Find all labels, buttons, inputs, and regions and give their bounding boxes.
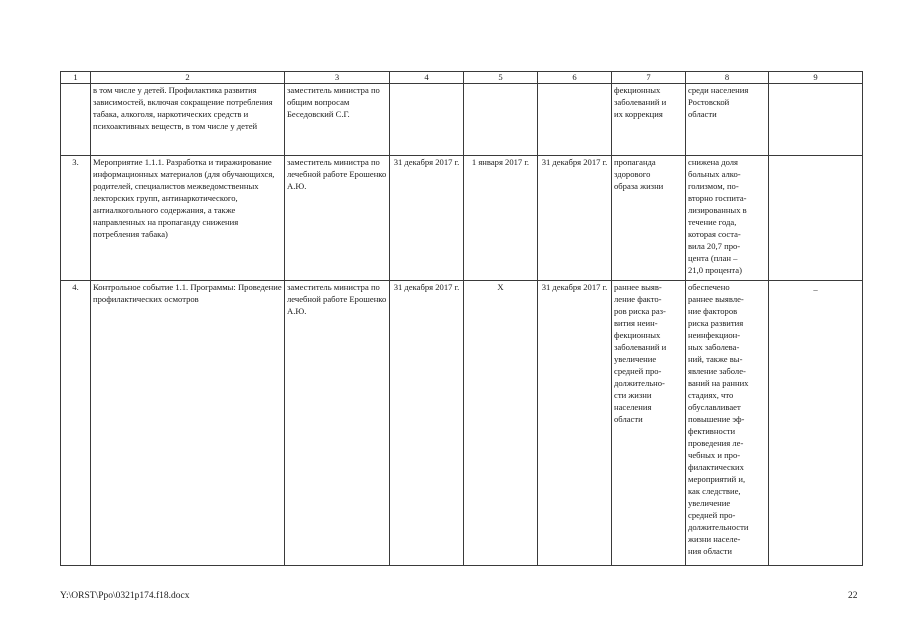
start-date-cell [464, 84, 538, 156]
header-row [61, 72, 863, 84]
row-number-cell [61, 84, 91, 156]
row-number-cell: 4. [61, 281, 91, 566]
expected-result-cell: фекционных заболеваний и их коррекция [612, 84, 686, 156]
header-cell: 2 [91, 72, 285, 84]
header-cell: 3 [285, 72, 390, 84]
responsible-cell: заместитель министра по общим вопросам Беседовский С.Г. [285, 84, 390, 156]
start-date-cell: 1 января 2017 г. [464, 156, 538, 281]
reason-cell [769, 84, 863, 156]
planned-date-cell [390, 84, 464, 156]
header-cell: 4 [390, 72, 464, 84]
header-cell: 6 [538, 72, 612, 84]
table-row [61, 156, 863, 281]
page-number: 22 [848, 591, 858, 601]
planned-date-cell: 31 декабря 2017 г. [390, 156, 464, 281]
row-number-cell: 3. [61, 156, 91, 281]
header-cell: 7 [612, 72, 686, 84]
header-cell: 9 [769, 72, 863, 84]
expected-result-cell: раннее выяв- ление факто- ров риска раз- вития неин- фекционных заболеваний и увеличение средней про- должительно- сти жизни населения области [612, 281, 686, 566]
file-path-footer: Y:\ORST\Ppo\0321p174.f18.docx [60, 591, 190, 601]
plan-table [60, 71, 863, 566]
table-row [61, 281, 863, 566]
header-cell: 8 [686, 72, 769, 84]
table-row [61, 84, 863, 156]
actual-result-cell: обеспечено раннее выявле- ние факторов риска развития неинфекцион- ных заболева- ний, также вы- явление заболе- ваний на ранних стадиях, что обуславливает повышение эф- фективности проведения ле- чебных и про- филактических мероприятий и, как следствие, увеличение средней про- должительности жизни населе- ния области [686, 281, 769, 566]
responsible-cell: заместитель министра по лечебной работе Ерошенко А.Ю. [285, 281, 390, 566]
responsible-cell: заместитель министра по лечебной работе Ерошенко А.Ю. [285, 156, 390, 281]
reason-cell: _ [769, 281, 863, 566]
header-cell: 5 [464, 72, 538, 84]
header-cell: 1 [61, 72, 91, 84]
activity-cell: Контрольное событие 1.1. Программы: Проведение профилактических осмотров [91, 281, 285, 566]
reason-cell [769, 156, 863, 281]
expected-result-cell: пропаганда здорового образа жизни [612, 156, 686, 281]
activity-cell: в том числе у детей. Профилактика развития зависимостей, включая сокращение потребления табака, алкоголя, наркотических средств и психоактивных веществ, в том числе у детей [91, 84, 285, 156]
planned-date-cell: 31 декабря 2017 г. [390, 281, 464, 566]
activity-cell: Мероприятие 1.1.1. Разработка и тиражирование информационных материалов (для обучающихся, родителей, специалистов межведомственных лекторских групп, антинаркотического, антиалкогольного содержания, а также направленных на пропаганду снижения потребления табака) [91, 156, 285, 281]
actual-result-cell: снижена доля больных алко- голизмом, по- вторно госпита- лизированных в течение года, которая соста- вила 20,7 про- цента (план – 21,0 процента) [686, 156, 769, 281]
end-date-cell: 31 декабря 2017 г. [538, 156, 612, 281]
actual-result-cell: среди населения Ростовской области [686, 84, 769, 156]
end-date-cell [538, 84, 612, 156]
end-date-cell: 31 декабря 2017 г. [538, 281, 612, 566]
start-date-cell: Х [464, 281, 538, 566]
